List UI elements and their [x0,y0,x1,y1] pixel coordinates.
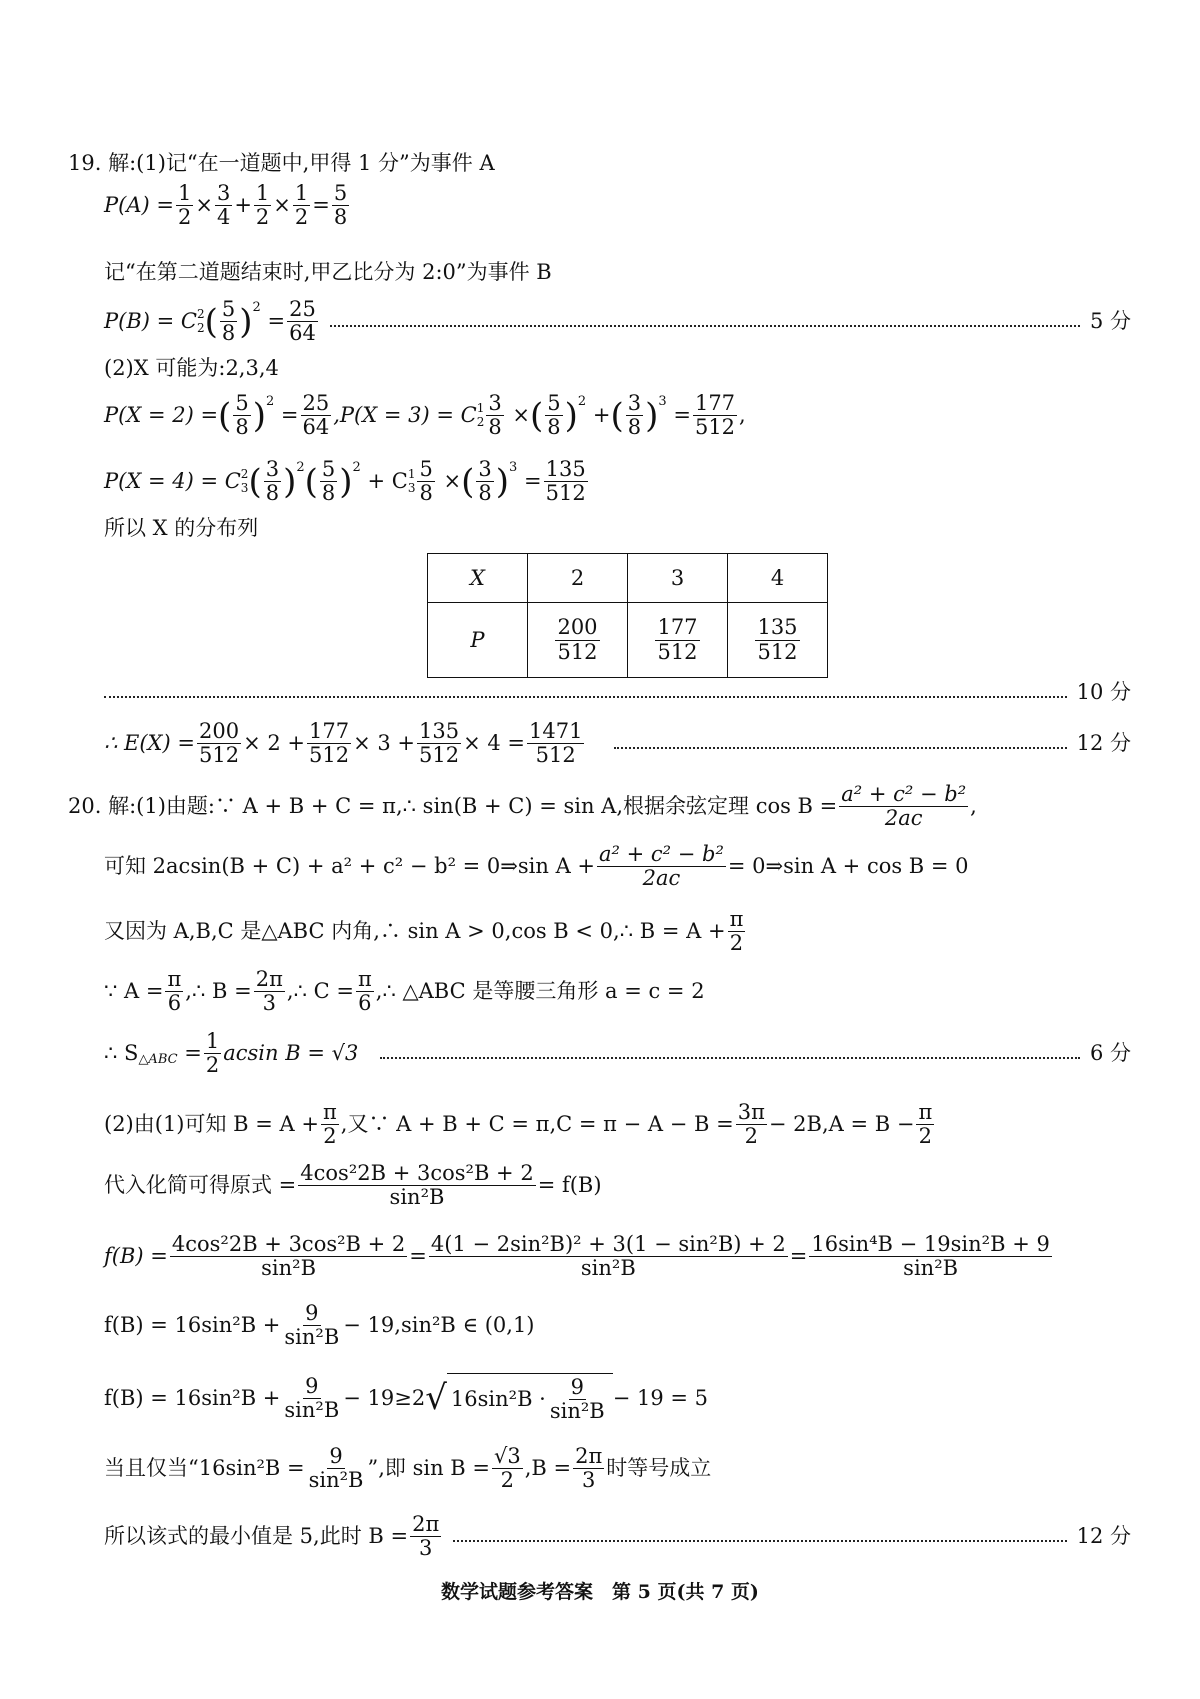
score-label: 5 分 [1089,309,1131,334]
px4-result: $\frac{135}{512}$ [545,457,586,506]
table-row [428,554,828,603]
q20-line8: f(B) = $\frac{\text{4cos²2B + 3cos²B + 2}}{\text{sin²B}}$ = $\frac{\text{4(1 − 2sin²B)² + 3(1 − sin²B) + 2}}{\text{sin²B}}$ = $\frac{\text{16sin⁴B − 19sin²B + 9}}{\text{sin²B}}$ [104,1232,1050,1281]
q19-pb-formula: P(B) = C 2 2 ( 5 8 ) $^2$ = $\frac{25}{64}$ 5 分 [104,297,1131,346]
table-cell: $\frac{135}{512}$ [728,603,828,678]
q20-line7: 代入化简可得原式 = $\frac{\text{4cos²2B + 3cos²B + 2}}{\text{sin²B}}$ = f(B) [104,1161,602,1210]
px3-result: $\frac{177}{512}$ [694,391,736,440]
dot-leader [330,325,1080,327]
score-label: 6 分 [1089,1041,1131,1066]
q20-line4: ∵ A = $\frac{\pi}{6}$ ,∴ B = $\frac{2\pi}{3}$ ,∴ C = $\frac{\pi}{6}$ ,∴ △ABC 是等腰三角形 a = c = 2 [104,967,705,1016]
distribution-table [427,553,828,678]
table-header-cell: X [428,554,528,603]
q20-line12: 所以该式的最小值是 5,此时 B = $\frac{2\pi}{3}$ 12 分 [104,1512,1131,1561]
table-row-label: P [428,603,528,678]
q19-score-10-line [104,682,1131,703]
score-label: 10 分 [1076,680,1131,704]
score-label: 12 分 [1076,731,1131,756]
dot-leader [614,747,1066,749]
q20-line9: f(B) = 16sin²B + $\frac{9}{\text{sin²B}}$ − 19,sin²B ∈ (0,1) [104,1301,535,1350]
q19-part1-intro: 19. 解:(1)记“在一道题中,甲得 1 分”为事件 A [68,151,495,175]
q20-line5-area: ∴ S $_{\triangle ABC}$ = $\frac{1}{2}$ acsin B = √3 6 分 [104,1029,1131,1078]
q19-dist-caption: 所以 X 的分布列 [104,516,259,540]
q20-number: 20. [68,794,102,819]
table-cell: $\frac{177}{512}$ [628,603,728,678]
q20-line10: f(B) = 16sin²B + $\frac{9}{\text{sin²B}}$ − 19≥2 √ 16sin²B · 9 sin²B − 19 = 5 [104,1373,709,1424]
table-row [428,603,828,678]
q20-line11: 当且仅当“16sin²B = $\frac{9}{\text{sin²B}}$ ”,即 sin B = $\frac{√3}{2}$ ,B = $\frac{2\pi}{3}$ 时等号成立 [104,1444,712,1493]
q19-px2-px3-formula: P(X = 2) = ( 5 8 ) $^2$ = $\frac{25}{64}$ ,P(X = 3) = C 1 2 $\frac{3}{8}$ × ( 5 8 ) $^2$ + ( 3 8 ) $^3$ = $\frac{177}{512}$ , [104,391,746,440]
q20-line2: 可知 2acsin(B + C) + a² + c² − b² = 0⇒sin A + $\frac{\text{a² + c² − b²}}{2ac}$ = 0⇒sin A + cos B = 0 [104,842,969,891]
fraction: $\frac{1}{2}$ [255,181,270,230]
q19-part2-intro: (2)X 可能为:2,3,4 [104,356,279,380]
table-header-cell: 3 [628,554,728,603]
q20-line3: 又因为 A,B,C 是△ABC 内角,∴ sin A > 0,cos B < 0,∴ B = A + $\frac{\pi}{2}$ [104,907,744,956]
dot-leader [380,1057,1080,1059]
q19-number: 19. [68,151,102,175]
expectation-result: $\frac{1471}{512}$ [528,719,583,768]
table-header-cell: 2 [528,554,628,603]
fraction: $\frac{1}{2}$ [294,181,309,230]
table-header-cell: 4 [728,554,828,603]
sqrt-expression: √ 16sin²B · 9 sin²B [425,1373,613,1423]
q19-px4-formula: P(X = 4) = C 2 3 ( 3 8 ) $^2$ ( 5 8 ) $^2$ + C 1 3 $\frac{5}{8}$ × ( 3 8 ) $^3$ = $\frac{135}{512}$ [104,457,586,506]
dot-leader [104,696,1067,698]
score-label: 12 分 [1076,1524,1131,1549]
page-footer: 数学试题参考答案 第 5 页(共 7 页) [441,1581,759,1603]
pb-result: $\frac{25}{64}$ [289,297,316,346]
q19-pa-formula: P(A) = $\frac{1}{2}$ × $\frac{3}{4}$ + $\frac{1}{2}$ × $\frac{1}{2}$ = $\frac{5}{8}$ [104,181,348,230]
q19-event-b-intro: 记“在第二道题结束时,甲乙比分为 2:0”为事件 B [104,260,552,284]
fraction: $\frac{5}{8}$ [333,181,348,230]
fraction: $\frac{1}{2}$ [177,181,192,230]
q20-line1: 20. 解:(1)由题:∵ A + B + C = π,∴ sin(B + C) = sin A,根据余弦定理 cos B = $\frac{\text{a² + c² − b²}}{2ac}$ , [68,782,977,831]
q20-line6: (2)由(1)可知 B = A + $\frac{\pi}{2}$ ,又∵ A + B + C = π,C = π − A − B = $\frac{3\pi}{2}$ − 2B,A = B − $\frac{\pi}{2}$ [104,1100,933,1149]
q19-expectation-formula: ∴ E(X) = $\frac{200}{512}$ × 2 + $\frac{177}{512}$ × 3 + $\frac{135}{512}$ × 4 = $\frac{1471}{512}$ 12 分 [104,719,1131,768]
dot-leader [453,1540,1066,1542]
table-cell: $\frac{200}{512}$ [528,603,628,678]
fraction: $\frac{3}{4}$ [216,181,231,230]
